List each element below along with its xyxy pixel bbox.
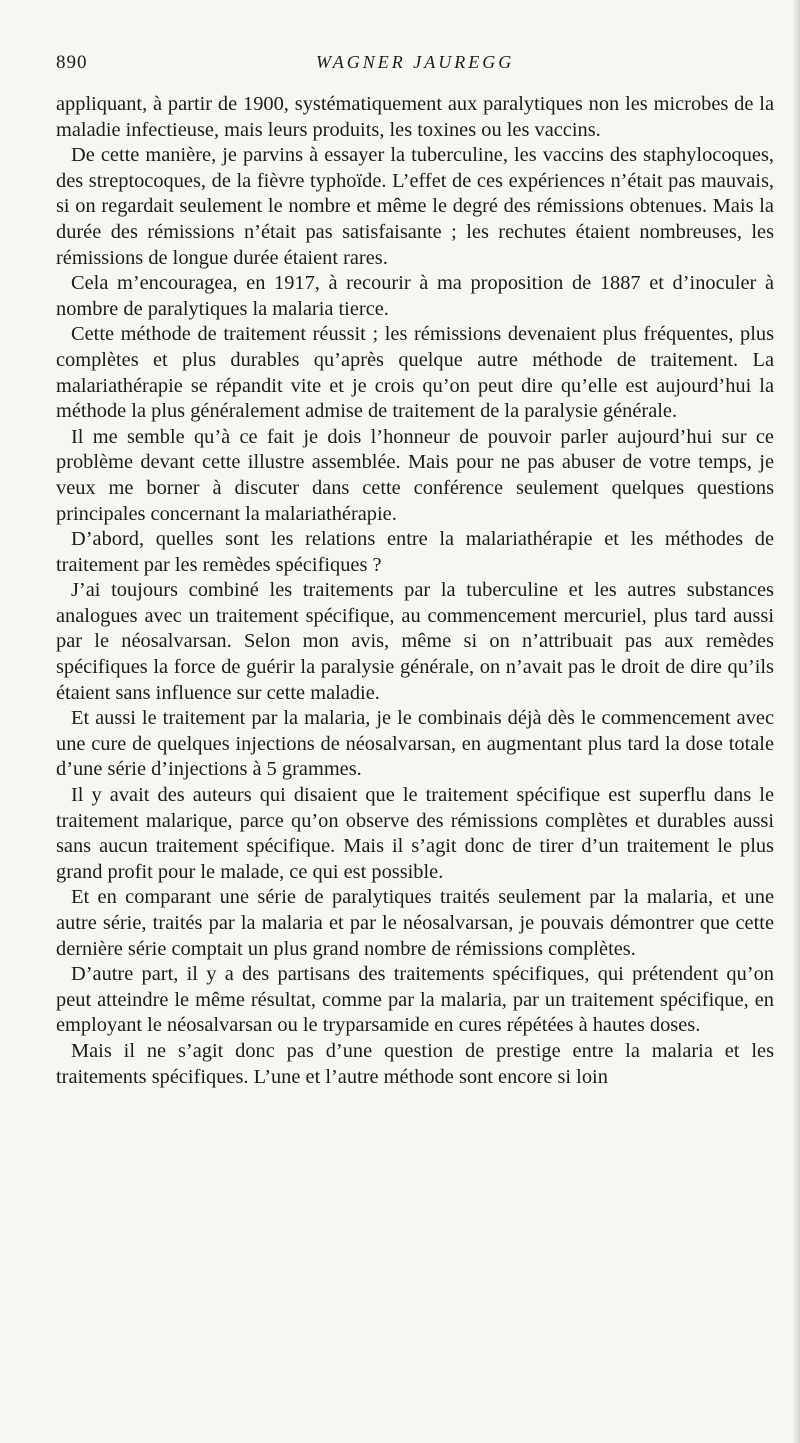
paragraph: Mais il ne s’agit donc pas d’une question de prestige entre la malaria et les traitements spécifiques. L’une et l’autre méthode sont encore si loin [56, 1039, 774, 1088]
body-text [56, 92, 774, 1090]
paragraph: D’abord, quelles sont les relations entre la malariathérapie et les méthodes de traitement par les remèdes spécifiques ? [56, 528, 774, 576]
paragraph: Et aussi le traitement par la malaria, je le combinais déjà dès le commencement avec une cure de quelques injections de néosalvarsan, en augmentant plus tard la dose totale d’une série d’injections à 5 grammes. [56, 707, 774, 781]
running-head [56, 52, 770, 82]
page-number: 890 [56, 52, 88, 73]
paragraph: D’autre part, il y a des partisans des traitements spécifiques, qui prétendent qu’on peut atteindre le même résultat, comme par la malaria, par un traitement spécifique, en employant le néosalvarsan ou le tryparsamide en cures répétées à hautes doses. [56, 963, 774, 1037]
paragraph: Il y avait des auteurs qui disaient que le traitement spécifique est superflu dans le traitement malarique, parce qu’on observe des rémissions complètes et durables aussi sans aucun traitement spécifique. Mais il s’agit donc de tirer d’un traitement le plus grand profit pour le malade, ce qui est possible. [56, 784, 774, 883]
paragraph-continuation: appliquant, à partir de 1900, systématiquement aux paralytiques non les microbes de la maladie infectieuse, mais leurs produits, les toxines ou les vaccins. [56, 93, 774, 141]
page-edge-shadow [792, 0, 800, 1443]
paragraph: Il me semble qu’à ce fait je dois l’honneur de pouvoir parler aujourd’hui sur ce problème devant cette illustre assemblée. Mais pour ne pas abuser de votre temps, je veux me borner à discuter dans cette conférence seulement quelques questions principales concernant la malariathérapie. [56, 425, 774, 525]
paragraph: J’ai toujours combiné les traitements par la tuberculine et les autres substances analogues avec un traitement spécifique, au commencement mercuriel, plus tard aussi par le néosalvarsan. Selon mon avis, même si on n’attribuait pas aux remèdes spécifiques la force de guérir la paralysie générale, on n’avait pas le droit de dire qu’ils étaient sans influence sur cette maladie. [56, 579, 774, 704]
paragraph: Et en comparant une série de paralytiques traités seulement par la malaria, et une autre série, traités par la malaria et par le néosalvarsan, je pouvais démontrer que cette dernière série comptait un plus grand nombre de rémissions complètes. [56, 886, 774, 960]
paragraph: Cela m’encouragea, en 1917, à recourir à ma proposition de 1887 et d’inoculer à nombre de paralytiques la malaria tierce. [56, 272, 774, 320]
paragraph: Cette méthode de traitement réussit ; les rémissions devenaient plus fréquentes, plus complètes et plus durables qu’après quelque autre méthode de traitement. La malariathérapie se répandit vite et je crois qu’on peut dire qu’elle est aujourd’hui la méthode la plus généralement admise de traitement de la paralysie générale. [56, 323, 774, 423]
paragraph: De cette manière, je parvins à essayer la tuberculine, les vaccins des staphylocoques, des streptocoques, de la fièvre typhoïde. L’effet de ces expériences n’était pas mauvais, si on regardait seulement le nombre et même le degré des rémissions obtenues. Mais la durée des rémissions n’était pas satisfaisante ; les rechutes étaient nombreuses, les rémissions de longue durée étaient rares. [56, 144, 774, 269]
running-title: WAGNER JAUREGG [316, 52, 515, 72]
